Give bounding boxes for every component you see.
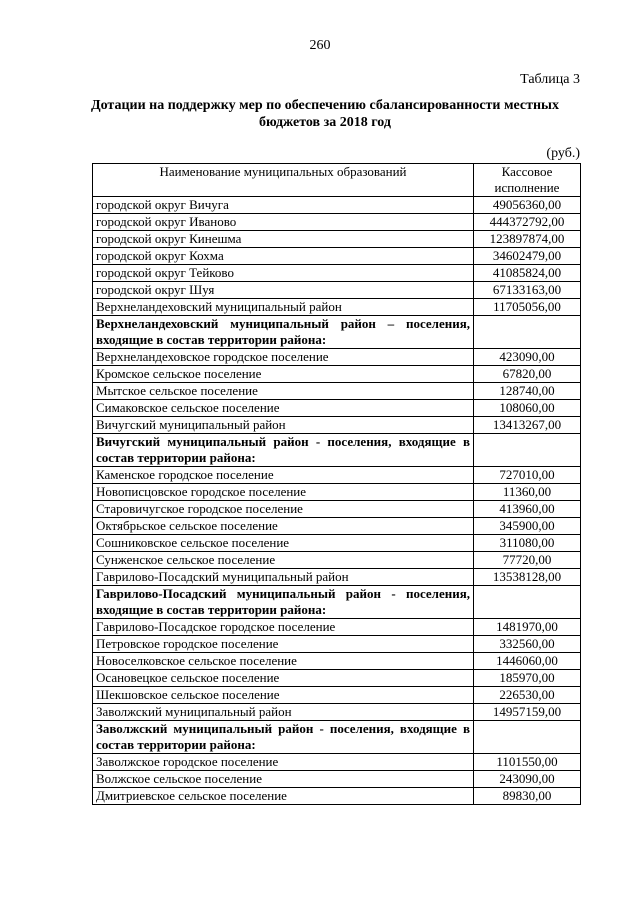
table-header-row: [93, 164, 581, 197]
amount-cell: 332560,00: [474, 636, 581, 653]
municipality-name-cell: Петровское городское поселение: [93, 636, 474, 653]
page-number: 260: [309, 38, 331, 53]
amount-cell: 727010,00: [474, 467, 581, 484]
table-row: [93, 670, 581, 687]
municipality-name-cell: городской округ Кохма: [93, 248, 474, 265]
municipality-name-cell: городской округ Иваново: [93, 214, 474, 231]
table-row: [93, 501, 581, 518]
amount-cell: 67820,00: [474, 366, 581, 383]
amount-cell: 243090,00: [474, 771, 581, 788]
amount-cell: 108060,00: [474, 400, 581, 417]
table-row: [93, 754, 581, 771]
amount-cell: 11360,00: [474, 484, 581, 501]
group-heading-cell: Заволжский муниципальный район - поселения, входящие в состав территории района:: [93, 721, 474, 754]
municipality-name-cell: Новоселковское сельское поселение: [93, 653, 474, 670]
amount-cell: 413960,00: [474, 501, 581, 518]
table-group-row: [93, 434, 581, 467]
group-heading-cell: Гаврилово-Посадский муниципальный район - поселения, входящие в состав территории района:: [93, 586, 474, 619]
table-row: [93, 299, 581, 316]
municipality-name-cell: городской округ Шуя: [93, 282, 474, 299]
table-label: Таблица 3: [520, 72, 580, 87]
group-heading-cell: Верхнеландеховский муниципальный район – поселения, входящие в состав территории района:: [93, 316, 474, 349]
amount-cell: 89830,00: [474, 788, 581, 805]
amount-cell: [474, 721, 581, 754]
municipality-name-cell: Кромское сельское поселение: [93, 366, 474, 383]
table-row: [93, 687, 581, 704]
table-row: [93, 552, 581, 569]
table-row: [93, 417, 581, 434]
municipality-name-cell: Сошниковское сельское поселение: [93, 535, 474, 552]
table-row: [93, 231, 581, 248]
municipality-name-cell: Новописцовское городское поселение: [93, 484, 474, 501]
header-amount: Кассовое исполнение: [474, 164, 581, 197]
municipality-name-cell: Осановецкое сельское поселение: [93, 670, 474, 687]
municipality-name-cell: Заволжский муниципальный район: [93, 704, 474, 721]
amount-cell: 34602479,00: [474, 248, 581, 265]
amount-cell: 1101550,00: [474, 754, 581, 771]
municipality-name-cell: городской округ Вичуга: [93, 197, 474, 214]
municipality-name-cell: Сунженское сельское поселение: [93, 552, 474, 569]
table-row: [93, 636, 581, 653]
amount-cell: 13413267,00: [474, 417, 581, 434]
table-row: [93, 619, 581, 636]
municipality-name-cell: Каменское городское поселение: [93, 467, 474, 484]
amount-cell: 311080,00: [474, 535, 581, 552]
table-row: [93, 366, 581, 383]
municipality-name-cell: Мытское сельское поселение: [93, 383, 474, 400]
unit-label: (руб.): [546, 146, 580, 161]
table-row: [93, 383, 581, 400]
municipality-name-cell: Заволжское городское поселение: [93, 754, 474, 771]
municipality-name-cell: городской округ Тейково: [93, 265, 474, 282]
amount-cell: [474, 586, 581, 619]
amount-cell: 185970,00: [474, 670, 581, 687]
table-title: Дотации на поддержку мер по обеспечению сбалансированности местных бюджетов за 2018 год: [90, 98, 559, 130]
table-row: [93, 265, 581, 282]
table-row: [93, 771, 581, 788]
amount-cell: 444372792,00: [474, 214, 581, 231]
amount-cell: 41085824,00: [474, 265, 581, 282]
municipality-name-cell: Волжское сельское поселение: [93, 771, 474, 788]
header-name: Наименование муниципальных образований: [93, 164, 474, 197]
table-row: [93, 197, 581, 214]
table-row: [93, 518, 581, 535]
table-row: [93, 214, 581, 231]
amount-cell: [474, 434, 581, 467]
table-row: [93, 569, 581, 586]
municipality-name-cell: Вичугский муниципальный район: [93, 417, 474, 434]
amount-cell: [474, 316, 581, 349]
amount-cell: 67133163,00: [474, 282, 581, 299]
table-group-row: [93, 586, 581, 619]
amount-cell: 13538128,00: [474, 569, 581, 586]
subsidy-table: [92, 163, 581, 805]
municipality-name-cell: Верхнеландеховский муниципальный район: [93, 299, 474, 316]
table-row: [93, 484, 581, 501]
amount-cell: 123897874,00: [474, 231, 581, 248]
amount-cell: 128740,00: [474, 383, 581, 400]
amount-cell: 423090,00: [474, 349, 581, 366]
table-row: [93, 653, 581, 670]
municipality-name-cell: Шекшовское сельское поселение: [93, 687, 474, 704]
amount-cell: 77720,00: [474, 552, 581, 569]
amount-cell: 14957159,00: [474, 704, 581, 721]
table-row: [93, 282, 581, 299]
amount-cell: 49056360,00: [474, 197, 581, 214]
table-row: [93, 349, 581, 366]
group-heading-cell: Вичугский муниципальный район - поселения, входящие в состав территории района:: [93, 434, 474, 467]
amount-cell: 226530,00: [474, 687, 581, 704]
table-row: [93, 704, 581, 721]
municipality-name-cell: городской округ Кинешма: [93, 231, 474, 248]
amount-cell: 1446060,00: [474, 653, 581, 670]
municipality-name-cell: Дмитриевское сельское поселение: [93, 788, 474, 805]
table-row: [93, 788, 581, 805]
municipality-name-cell: Гаврилово-Посадский муниципальный район: [93, 569, 474, 586]
table-row: [93, 535, 581, 552]
table-row: [93, 467, 581, 484]
amount-cell: 1481970,00: [474, 619, 581, 636]
table-group-row: [93, 721, 581, 754]
municipality-name-cell: Октябрьское сельское поселение: [93, 518, 474, 535]
municipality-name-cell: Гаврилово-Посадское городское поселение: [93, 619, 474, 636]
amount-cell: 11705056,00: [474, 299, 581, 316]
municipality-name-cell: Симаковское сельское поселение: [93, 400, 474, 417]
table-row: [93, 400, 581, 417]
table-row: [93, 248, 581, 265]
municipality-name-cell: Верхнеландеховское городское поселение: [93, 349, 474, 366]
table-body: [93, 197, 581, 805]
table-group-row: [93, 316, 581, 349]
amount-cell: 345900,00: [474, 518, 581, 535]
municipality-name-cell: Старовичугское городское поселение: [93, 501, 474, 518]
